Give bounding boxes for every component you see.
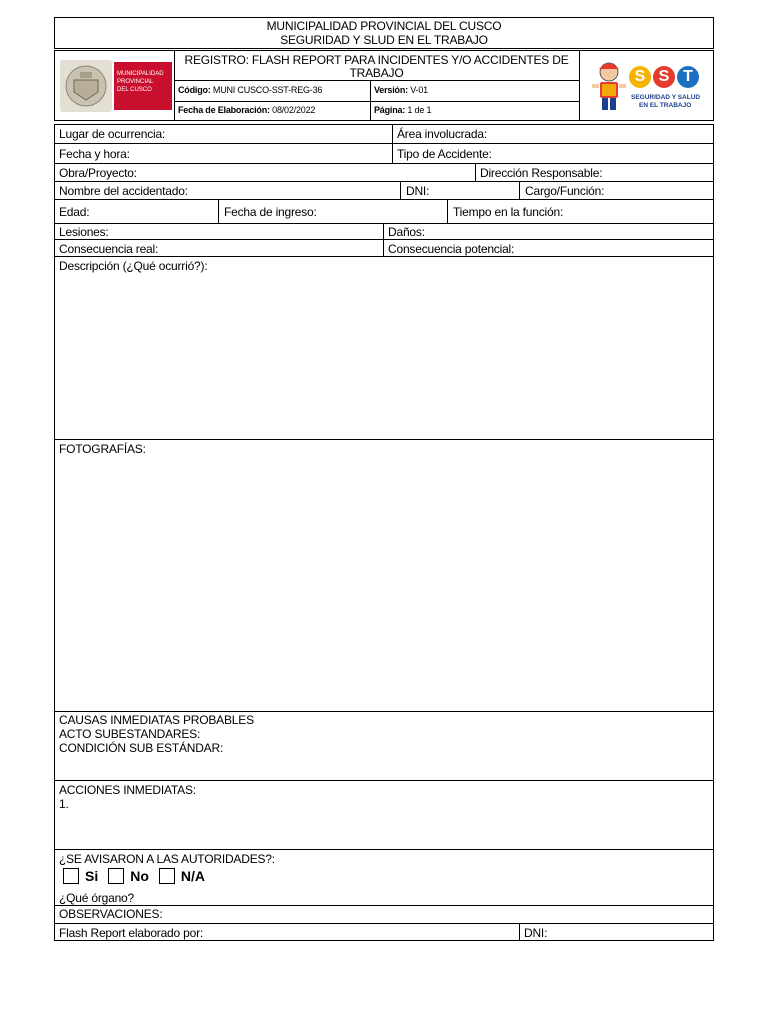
org-name: MUNICIPALIDAD PROVINCIAL DEL CUSCO [266, 19, 502, 33]
sst-caption-line1: SEGURIDAD Y SALUD [631, 94, 701, 101]
municipality-logo [60, 60, 172, 112]
registro-title-line1: REGISTRO: FLASH REPORT PARA INCIDENTES Y/O ACCIDENTES DE [184, 53, 569, 67]
sst-letter-t: T [677, 66, 699, 88]
header-divider-h2 [174, 101, 579, 102]
coat-of-arms-icon [60, 60, 112, 112]
lesiones-label: Lesiones: [59, 225, 109, 239]
consecuencia-potencial-label: Consecuencia potencial: [388, 242, 515, 256]
condicion-subestandar-label: CONDICIÓN SUB ESTÁNDAR: [59, 741, 224, 755]
version-row [374, 85, 428, 96]
fecha-hora-label: Fecha y hora: [59, 147, 130, 161]
causas-label: CAUSAS INMEDIATAS PROBABLES [59, 713, 254, 727]
sst-letters [629, 66, 699, 88]
acto-subestandar-label: ACTO SUBESTANDARES: [59, 727, 201, 741]
rule [54, 905, 714, 906]
divider [519, 923, 520, 941]
header-divider-right [579, 50, 580, 121]
rule [54, 181, 714, 182]
option-no-label: No [130, 868, 149, 884]
logo-text-line1: MUNICIPALIDAD [117, 71, 164, 77]
logo-text-line3: DEL CUSCO [117, 87, 152, 93]
danos-label: Daños: [388, 225, 425, 239]
dni-final-label: DNI: [524, 926, 548, 940]
observaciones-label: OBSERVACIONES: [59, 907, 163, 921]
fecha-elaboracion-row [178, 105, 315, 116]
option-si[interactable] [63, 868, 98, 884]
codigo-label: Código: [178, 85, 211, 95]
rule [54, 199, 714, 200]
rule [54, 223, 714, 224]
checkbox-na[interactable] [159, 868, 175, 884]
rule [54, 143, 714, 144]
sst-caption-line2: EN EL TRABAJO [639, 102, 692, 109]
option-si-label: Si [85, 868, 99, 884]
checkbox-si[interactable] [63, 868, 79, 884]
municipality-logo-red-panel [114, 62, 172, 110]
version-value: V-01 [410, 85, 428, 95]
tiempo-funcion-label: Tiempo en la función: [453, 205, 564, 219]
rule [54, 923, 714, 924]
edad-label: Edad: [59, 205, 90, 219]
elaborado-por-label: Flash Report elaborado por: [59, 926, 204, 940]
consecuencia-real-label: Consecuencia real: [59, 242, 159, 256]
descripcion-label: Descripción (¿Qué ocurrió?): [59, 259, 208, 273]
lugar-label: Lugar de ocurrencia: [59, 127, 166, 141]
fecha-ingreso-label: Fecha de ingreso: [224, 205, 317, 219]
checkbox-no[interactable] [108, 868, 124, 884]
rule [54, 711, 714, 712]
divider [218, 199, 219, 223]
option-na[interactable] [159, 868, 205, 884]
acciones-item-1: 1. [59, 797, 69, 811]
header-divider-mid [370, 80, 371, 121]
option-na-label: N/A [180, 868, 206, 884]
divider [519, 181, 520, 199]
rule [54, 163, 714, 164]
version-label: Versión: [374, 85, 408, 95]
sst-letter-s2: S [653, 66, 675, 88]
option-no[interactable] [108, 868, 149, 884]
autoridades-label: ¿SE AVISARON A LAS AUTORIDADES?: [59, 852, 275, 866]
sst-logo [587, 58, 707, 114]
obra-label: Obra/Proyecto: [59, 166, 137, 180]
pagina-value: 1 de 1 [407, 105, 432, 115]
pagina-label: Página: [374, 105, 406, 115]
dni-label: DNI: [406, 184, 430, 198]
fecha-elaboracion-label: Fecha de Elaboración: [178, 105, 270, 115]
pagina-row [374, 105, 431, 116]
tipo-accidente-label: Tipo de Accidente: [397, 147, 492, 161]
acciones-label: ACCIONES INMEDIATAS: [59, 783, 196, 797]
fotografias-label: FOTOGRAFÍAS: [59, 442, 146, 456]
rule [54, 239, 714, 240]
logo-text-line2: PROVINCIAL [117, 79, 154, 85]
rule [54, 780, 714, 781]
org-subtitle: SEGURIDAD Y SLUD EN EL TRABAJO [280, 33, 488, 47]
sst-letter-s1: S [629, 66, 651, 88]
divider [383, 223, 384, 256]
registro-title-line2: TRABAJO [349, 66, 404, 80]
divider [475, 163, 476, 181]
divider [400, 181, 401, 199]
divider [392, 124, 393, 163]
codigo-value: MUNI CUSCO-SST-REG-36 [212, 85, 323, 95]
organo-label: ¿Qué órgano? [59, 891, 134, 905]
rule [54, 439, 714, 440]
autoridades-options [63, 868, 215, 884]
area-label: Área involucrada: [397, 127, 487, 141]
rule [54, 849, 714, 850]
rule [54, 256, 714, 257]
codigo-row [178, 85, 322, 96]
header-divider-h1 [174, 80, 579, 81]
direccion-label: Dirección Responsable: [480, 166, 603, 180]
cargo-label: Cargo/Función: [525, 184, 605, 198]
fecha-elaboracion-value: 08/02/2022 [272, 105, 316, 115]
nombre-label: Nombre del accidentado: [59, 184, 188, 198]
divider [447, 199, 448, 223]
